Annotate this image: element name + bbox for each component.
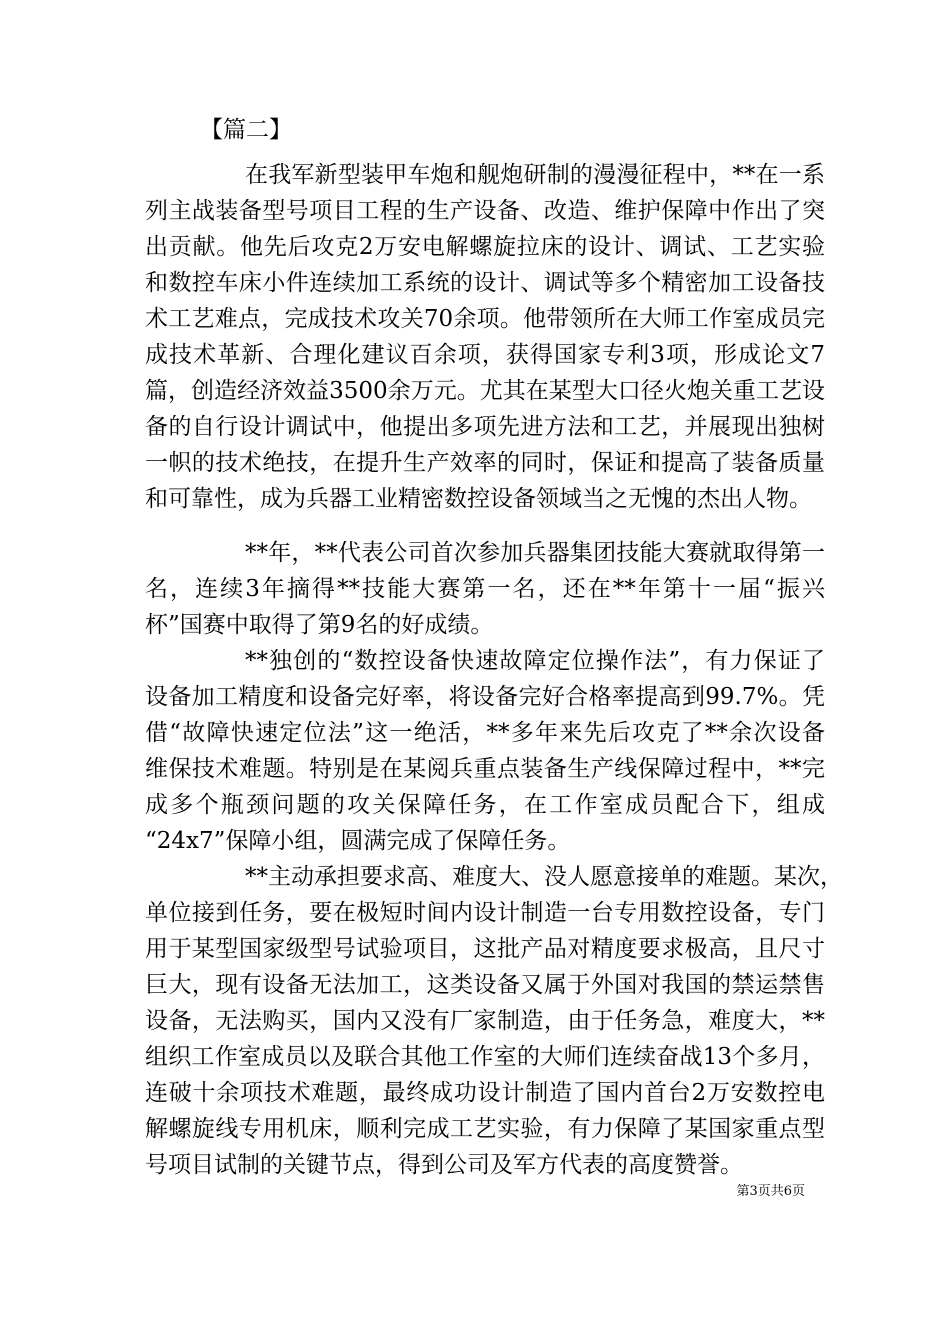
- paragraph-4-line-7: 连破十余项技术难题，最终成功设计制造了国内首台2万安数控电: [145, 1080, 825, 1106]
- paragraph-2-line-2: 名，连续3年摘得**技能大赛第一名，还在**年第十一届“振兴: [145, 576, 825, 602]
- paragraph-1-line-1: 在我军新型装甲车炮和舰炮研制的漫漫征程中，**在一系: [245, 162, 825, 188]
- paragraph-1-line-8: 备的自行设计调试中，他提出多项先进方法和工艺，并展现出独树: [145, 414, 825, 440]
- paragraph-3-line-5: 成多个瓶颈问题的攻关保障任务，在工作室成员配合下，组成: [145, 792, 825, 818]
- paragraph-1-line-10: 和可靠性，成为兵器工业精密数控设备领域当之无愧的杰出人物。: [145, 486, 812, 512]
- paragraph-1-line-9: 一帜的技术绝技，在提升生产效率的同时，保证和提高了装备质量: [145, 450, 825, 476]
- paragraph-4-line-1: **主动承担要求高、难度大、没人愿意接单的难题。某次，: [245, 864, 843, 890]
- paragraph-4-line-5: 设备，无法购买，国内又没有厂家制造，由于任务急，难度大，**: [145, 1008, 825, 1034]
- paragraph-4-line-3: 用于某型国家级型号试验项目，这批产品对精度要求极高，且尺寸: [145, 936, 825, 962]
- paragraph-2-line-1: **年，**代表公司首次参加兵器集团技能大赛就取得第一: [245, 540, 825, 566]
- paragraph-3-line-3: 借“故障快速定位法”这一绝活，**多年来先后攻克了**余次设备: [145, 720, 825, 746]
- paragraph-3-line-2: 设备加工精度和设备完好率，将设备完好合格率提高到99.7%。凭: [145, 684, 825, 710]
- section-heading: 【篇二】: [200, 117, 292, 143]
- paragraph-1-line-5: 术工艺难点，完成技术攻关70余项。他带领所在大师工作室成员完: [145, 306, 825, 332]
- paragraph-1-line-4: 和数控车床小件连续加工系统的设计、调试等多个精密加工设备技: [145, 270, 825, 296]
- paragraph-3-line-1: **独创的“数控设备快速故障定位操作法”，有力保证了: [245, 648, 825, 674]
- paragraph-1-line-3: 出贡献。他先后攻克2万安电解螺旋拉床的设计、调试、工艺实验: [145, 234, 825, 260]
- page-number-footer: 第3页共6页: [736, 1184, 805, 1199]
- paragraph-1-line-2: 列主战装备型号项目工程的生产设备、改造、维护保障中作出了突: [145, 198, 825, 224]
- paragraph-3-line-4: 维保技术难题。特别是在某阅兵重点装备生产线保障过程中，**完: [145, 756, 825, 782]
- paragraph-4-line-4: 巨大，现有设备无法加工，这类设备又属于外国对我国的禁运禁售: [145, 972, 825, 998]
- paragraph-4-line-6: 组织工作室成员以及联合其他工作室的大师们连续奋战13个多月，: [145, 1044, 825, 1070]
- paragraph-4-line-2: 单位接到任务，要在极短时间内设计制造一台专用数控设备，专门: [145, 900, 825, 926]
- paragraph-1-line-6: 成技术革新、合理化建议百余项，获得国家专利3项，形成论文7: [145, 342, 825, 368]
- paragraph-3-line-6: “24x7”保障小组，圆满完成了保障任务。: [145, 828, 571, 854]
- paragraph-2-line-3: 杯”国赛中取得了第9名的好成绩。: [145, 612, 494, 638]
- paragraph-1-line-7: 篇，创造经济效益3500余万元。尤其在某型大口径火炮关重工艺设: [145, 378, 825, 404]
- paragraph-4-line-9: 号项目试制的关键节点，得到公司及军方代表的高度赞誉。: [145, 1152, 743, 1178]
- paragraph-4-line-8: 解螺旋线专用机床，顺利完成工艺实验，有力保障了某国家重点型: [145, 1116, 825, 1142]
